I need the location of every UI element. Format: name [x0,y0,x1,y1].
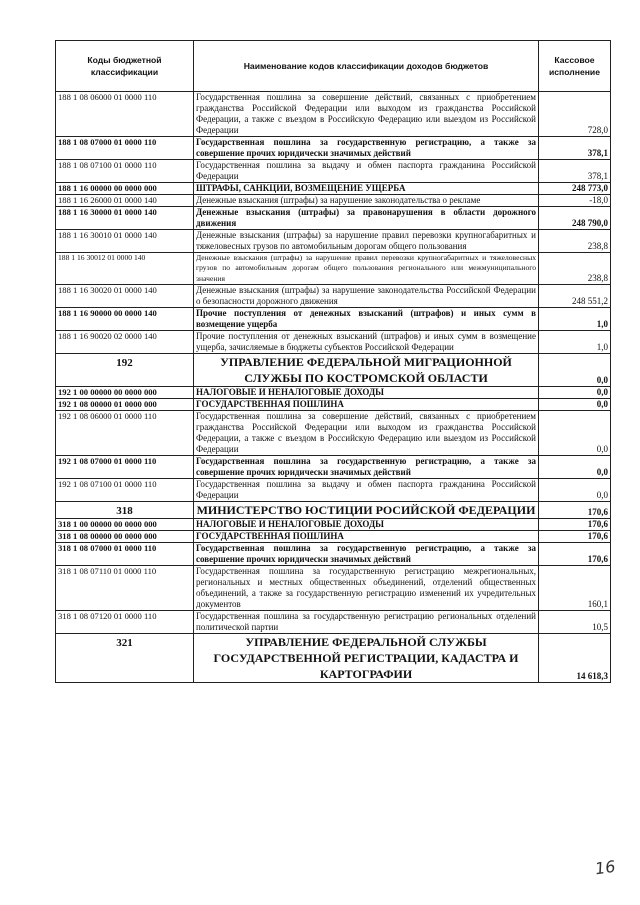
row-code: 188 1 16 30000 01 0000 140 [56,207,194,230]
table-row [56,207,611,230]
table-row [56,479,611,502]
row-amount: 378,1 [539,160,611,183]
row-amount: 0,0 [539,479,611,502]
agency-code: 321 [56,634,194,683]
agency-name: УПРАВЛЕНИЕ ФЕДЕРАЛЬНОЙ МИГРАЦИОННОЙ СЛУЖБЫ ПО КОСТРОМСКОЙ ОБЛАСТИ [194,354,539,387]
agency-row [56,502,611,519]
row-name: Государственная пошлина за государственную регистрацию, а также за совершение прочих юридически значимых действий [194,137,539,160]
row-amount: 238,8 [539,230,611,253]
budget-table [55,40,611,683]
row-amount: 1,0 [539,331,611,354]
row-amount: 248 790,0 [539,207,611,230]
table-row [56,387,611,399]
row-name: ШТРАФЫ, САНКЦИИ, ВОЗМЕЩЕНИЕ УЩЕРБА [194,183,539,195]
agency-code: 192 [56,354,194,387]
header-codes: Коды бюджетной классификации [56,41,194,92]
row-name: ГОСУДАРСТВЕННАЯ ПОШЛИНА [194,399,539,411]
table-row [56,519,611,531]
table-row [56,399,611,411]
agency-code: 318 [56,502,194,519]
row-amount: 1,0 [539,308,611,331]
row-code: 188 1 16 26000 01 0000 140 [56,195,194,207]
row-code: 188 1 16 90020 02 0000 140 [56,331,194,354]
row-amount: 238,8 [539,253,611,285]
table-row [56,285,611,308]
row-amount: 170,6 [539,543,611,566]
row-code: 192 1 08 06000 01 0000 110 [56,411,194,456]
row-amount: 0,0 [539,456,611,479]
row-code: 188 1 16 30010 01 0000 140 [56,230,194,253]
table-row [56,566,611,611]
table-row [56,411,611,456]
row-code: 188 1 08 07000 01 0000 110 [56,137,194,160]
row-name: Денежные взыскания (штрафы) за нарушение правил перевозки крупногабаритных и тяжеловесных грузов по автомобильным дорогам общего пользования регионального или межмуниципального значения [194,253,539,285]
row-amount: 378,1 [539,137,611,160]
row-code: 318 1 08 07000 01 0000 110 [56,543,194,566]
row-amount: 0,0 [539,387,611,399]
header-name: Наименование кодов классификации доходов бюджетов [194,41,539,92]
row-amount: 0,0 [539,399,611,411]
row-code: 192 1 00 00000 00 0000 000 [56,387,194,399]
table-row [56,531,611,543]
row-code: 188 1 08 07100 01 0000 110 [56,160,194,183]
table-row [56,308,611,331]
header-amount: Кассовое исполнение [539,41,611,92]
row-amount: 0,0 [539,354,611,387]
row-name: Государственная пошлина за государственную регистрацию межрегиональных, региональных и местных общественных объединений, отделений общественных объединений, а также за государственную регистрацию изменений их учредительных документов [194,566,539,611]
row-name: ГОСУДАРСТВЕННАЯ ПОШЛИНА [194,531,539,543]
table-row [56,92,611,137]
row-name: Прочие поступления от денежных взысканий (штрафов) и иных сумм в возмещение ущерба [194,308,539,331]
table-row [56,183,611,195]
row-name: Государственная пошлина за государственную регистрацию, а также за совершение прочих юридически значимых действий [194,456,539,479]
row-amount: -18,0 [539,195,611,207]
table-row [56,611,611,634]
page-number: 16 [593,856,617,879]
row-amount: 170,6 [539,502,611,519]
row-name: Государственная пошлина за государственную регистрацию региональных отделений политической партии [194,611,539,634]
table-row [56,230,611,253]
table-row [56,456,611,479]
row-name: Государственная пошлина за выдачу и обмен паспорта гражданина Российской Федерации [194,479,539,502]
row-name: Денежные взыскания (штрафы) за нарушение законодательства Российской Федерации о безопасности дорожного движения [194,285,539,308]
agency-name: УПРАВЛЕНИЕ ФЕДЕРАЛЬНОЙ СЛУЖБЫ ГОСУДАРСТВЕННОЙ РЕГИСТРАЦИИ, КАДАСТРА И КАРТОГРАФИИ [194,634,539,683]
row-code: 188 1 16 90000 00 0000 140 [56,308,194,331]
row-code: 318 1 08 07110 01 0000 110 [56,566,194,611]
table-row [56,195,611,207]
row-name: Государственная пошлина за государственную регистрацию, а также за совершение прочих юридически значимых действий [194,543,539,566]
row-code: 318 1 08 07120 01 0000 110 [56,611,194,634]
row-amount: 14 618,3 [539,634,611,683]
agency-name: МИНИСТЕРСТВО ЮСТИЦИИ РОСИЙСКОЙ ФЕДЕРАЦИИ [194,502,539,519]
row-amount: 728,0 [539,92,611,137]
row-name: НАЛОГОВЫЕ И НЕНАЛОГОВЫЕ ДОХОДЫ [194,387,539,399]
row-amount: 0,0 [539,411,611,456]
row-name: Государственная пошлина за выдачу и обмен паспорта гражданина Российской Федерации [194,160,539,183]
agency-row [56,634,611,683]
row-amount: 170,6 [539,519,611,531]
row-code: 188 1 08 06000 01 0000 110 [56,92,194,137]
row-name: Прочие поступления от денежных взысканий (штрафов) и иных сумм в возмещение ущерба, зачисляемые в бюджеты субъектов Российской Федерации [194,331,539,354]
table-row [56,331,611,354]
row-code: 188 1 16 00000 00 0000 000 [56,183,194,195]
row-name: Денежные взыскания (штрафы) за нарушение законодательства о рекламе [194,195,539,207]
row-code: 192 1 08 00000 01 0000 000 [56,399,194,411]
row-code: 188 1 16 30012 01 0000 140 [56,253,194,285]
row-amount: 170,6 [539,531,611,543]
budget-table-sheet [55,40,610,683]
table-row [56,160,611,183]
row-name: Денежные взыскания (штрафы) за правонарушения в области дорожного движения [194,207,539,230]
row-name: НАЛОГОВЫЕ И НЕНАЛОГОВЫЕ ДОХОДЫ [194,519,539,531]
table-row [56,137,611,160]
row-name: Государственная пошлина за совершение действий, связанных с приобретением гражданства Российской Федерации или выходом из гражданства Российской Федерации, а также с въездом в Российскую Федерацию или выездом из Российской Федерации [194,92,539,137]
row-amount: 248 773,0 [539,183,611,195]
row-amount: 10,5 [539,611,611,634]
row-amount: 160,1 [539,566,611,611]
table-row [56,543,611,566]
row-code: 318 1 00 00000 00 0000 000 [56,519,194,531]
row-code: 318 1 08 00000 00 0000 000 [56,531,194,543]
row-code: 192 1 08 07000 01 0000 110 [56,456,194,479]
row-code: 192 1 08 07100 01 0000 110 [56,479,194,502]
row-amount: 248 551,2 [539,285,611,308]
row-code: 188 1 16 30020 01 0000 140 [56,285,194,308]
agency-row [56,354,611,387]
row-name: Денежные взыскания (штрафы) за нарушение правил перевозки крупногабаритных и тяжеловесных грузов по автомобильным дорогам общего пользования [194,230,539,253]
row-name: Государственная пошлина за совершение действий, связанных с приобретением гражданства Российской Федерации или выходом из гражданства Российской Федерации, а также с въездом в Российскую Федерацию или выездом из Российской Федерации [194,411,539,456]
table-row [56,253,611,285]
table-header-row [56,41,611,92]
